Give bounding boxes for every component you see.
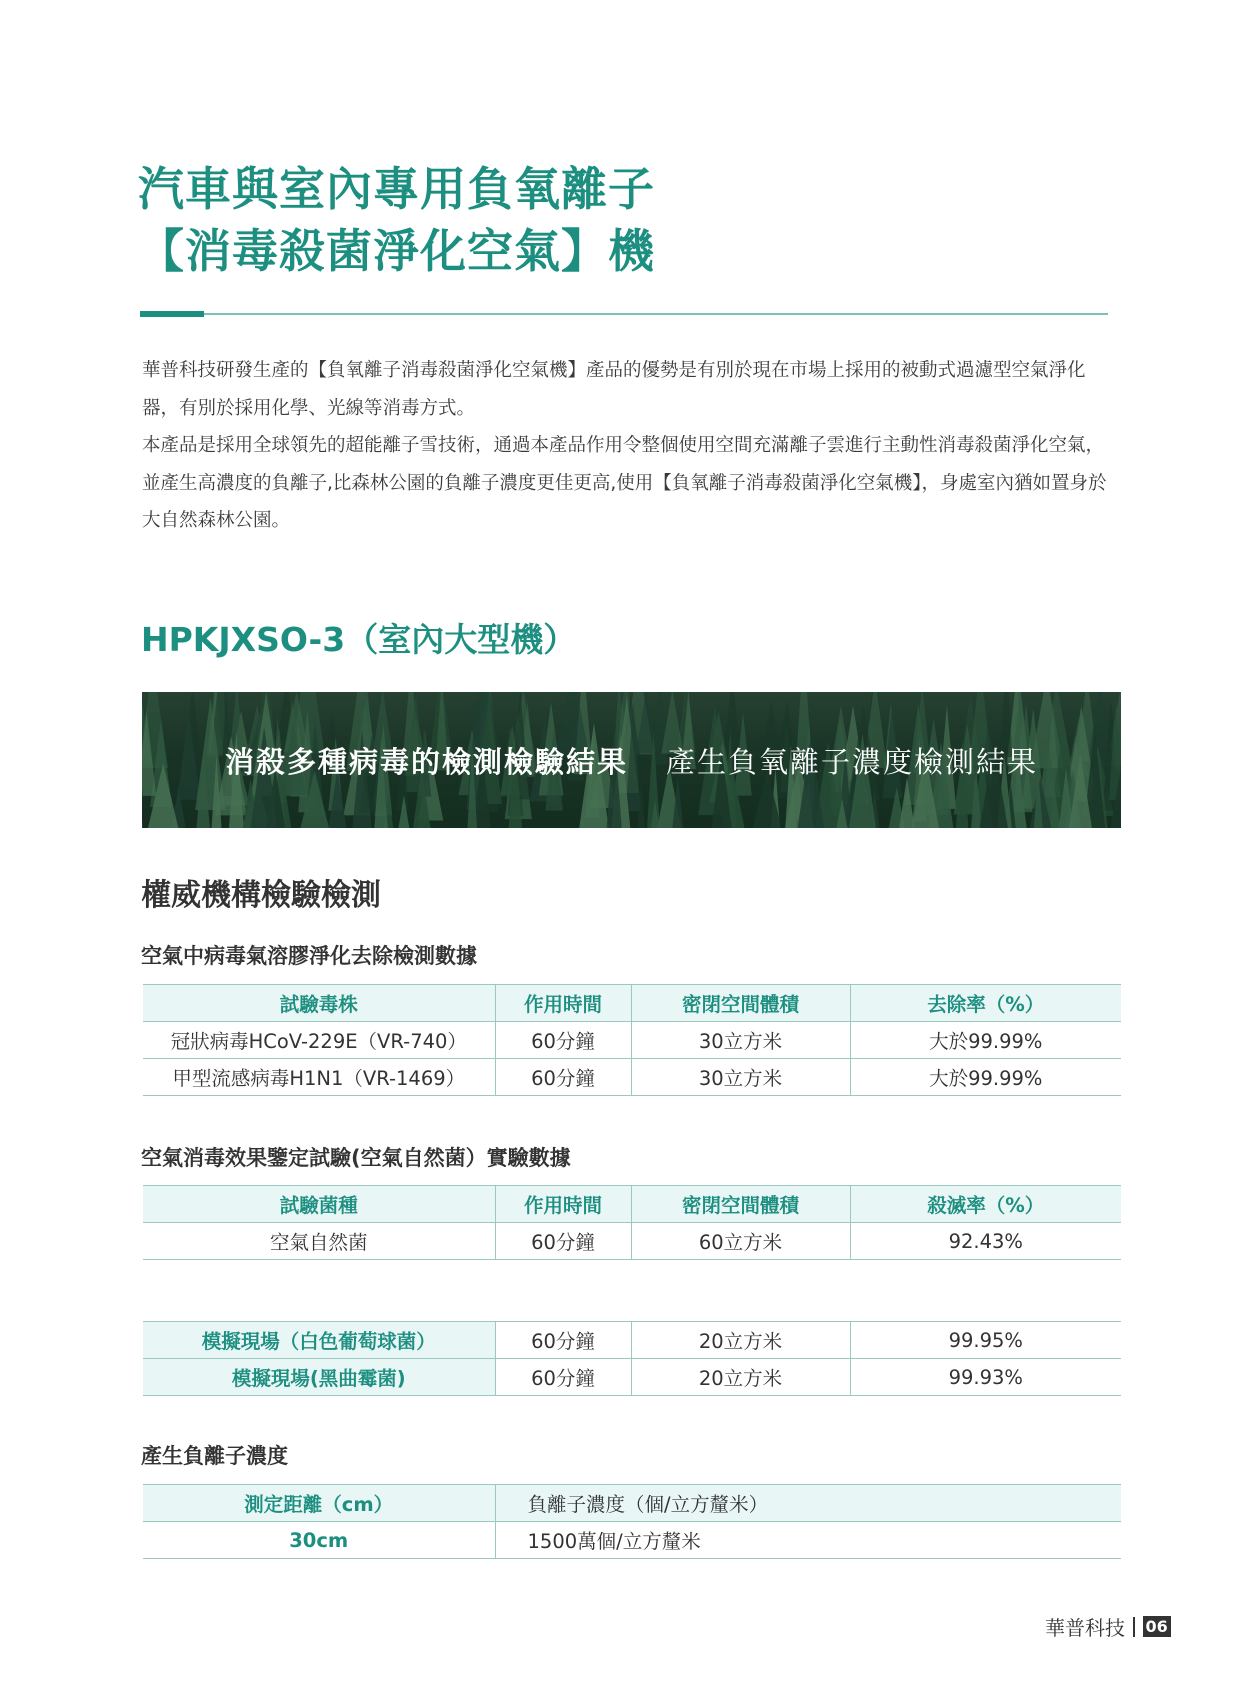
table-header-cell: 密閉空間體積 [631,1186,850,1223]
table-cell: 大於99.99% [850,1059,1121,1096]
table1-heading: 空氣中病毒氣溶膠淨化去除檢測數據 [141,944,477,968]
page-title-line2: 【消毒殺菌淨化空氣】機 [138,224,655,278]
title-divider-accent [140,311,204,317]
table-header-cell: 殺滅率（%） [850,1186,1121,1223]
table-cell: 60分鐘 [495,1223,631,1260]
table-cell: 20立方米 [631,1322,850,1359]
table4-heading: 產生負離子濃度 [141,1444,288,1468]
page-title [138,158,1038,282]
section-title: 權威機構檢驗檢測 [141,878,381,913]
table-cell: 1500萬個/立方釐米 [495,1522,1121,1559]
intro-paragraph-1: 華普科技研發生產的【負氧離子消毒殺菌淨化空氣機】產品的優勢是有別於現在市場上採用的被動式過濾型空氣淨化器，有別於採用化學、光線等消毒方式。 [142,360,1086,419]
table-cell: 模擬現場(黑曲霉菌) [143,1359,495,1396]
table-cell: 60分鐘 [495,1322,631,1359]
banner-text-virus-results: 消殺多種病毒的檢測檢驗結果 [224,744,628,779]
table-cell: 30cm [143,1522,495,1559]
table-cell: 60立方米 [631,1223,850,1260]
table-cell: 冠狀病毒HCoV-229E（VR-740） [143,1022,495,1059]
intro-text [142,352,1114,540]
table-header-cell: 試驗菌種 [143,1186,495,1223]
table-cell: 99.93% [850,1359,1121,1396]
page-footer [1045,1612,1171,1641]
intro-paragraph-2: 本產品是採用全球領先的超能離子雪技術，通過本產品作用令整個使用空間充滿離子雲進行主動性消毒殺菌淨化空氣，並產生高濃度的負離子,比森林公園的負離子濃度更佳更高,使用【負氧離子消毒殺菌淨化空氣機】，身處室內猶如置身於大自然森林公園。 [142,435,1107,531]
footer-company: 華普科技 [1045,1616,1125,1640]
page-title-line1: 汽車與室內專用負氧離子 [138,162,655,216]
table-row [143,1223,1121,1260]
table-header-cell: 作用時間 [495,1186,631,1223]
model-heading: HPKJXSO-3（室內大型機） [141,620,577,659]
table-cell: 60分鐘 [495,1359,631,1396]
simulated-field-table [143,1321,1121,1396]
table-cell: 模擬現場（白色葡萄球菌） [143,1322,495,1359]
table-cell: 空氣自然菌 [143,1223,495,1260]
table-cell: 30立方米 [631,1059,850,1096]
table-row [143,1022,1121,1059]
table-header-cell: 負離子濃度（個/立方釐米） [495,1485,1121,1522]
table-row [143,1359,1121,1396]
table-row [143,1322,1121,1359]
table-row [143,1522,1121,1559]
natural-bacteria-table [143,1185,1121,1260]
page-number: 06 [1143,1616,1171,1637]
table-cell: 60分鐘 [495,1059,631,1096]
table-cell: 99.95% [850,1322,1121,1359]
table-header-row [143,985,1121,1022]
table-cell: 30立方米 [631,1022,850,1059]
table-cell: 甲型流感病毒H1N1（VR-1469） [143,1059,495,1096]
table-header-row [143,1186,1121,1223]
table-cell: 60分鐘 [495,1022,631,1059]
virus-aerosol-table [143,984,1121,1096]
table-header-cell: 密閉空間體積 [631,985,850,1022]
table-header-cell: 作用時間 [495,985,631,1022]
table-header-cell: 去除率（%） [850,985,1121,1022]
table-cell: 92.43% [850,1223,1121,1260]
footer-divider [1133,1617,1135,1637]
table-cell: 20立方米 [631,1359,850,1396]
title-divider [140,313,1108,315]
negative-ion-table [143,1484,1121,1559]
table-header-cell: 測定距離（cm） [143,1485,495,1522]
table-cell: 大於99.99% [850,1022,1121,1059]
table2-heading: 空氣消毒效果鑒定試驗(空氣自然菌）實驗數據 [141,1146,571,1170]
forest-banner [142,692,1121,828]
banner-text-ion-results: 產生負氧離子濃度檢測結果 [666,744,1039,779]
table-header-cell: 試驗毒株 [143,985,495,1022]
table-header-row [143,1485,1121,1522]
table-row [143,1059,1121,1096]
